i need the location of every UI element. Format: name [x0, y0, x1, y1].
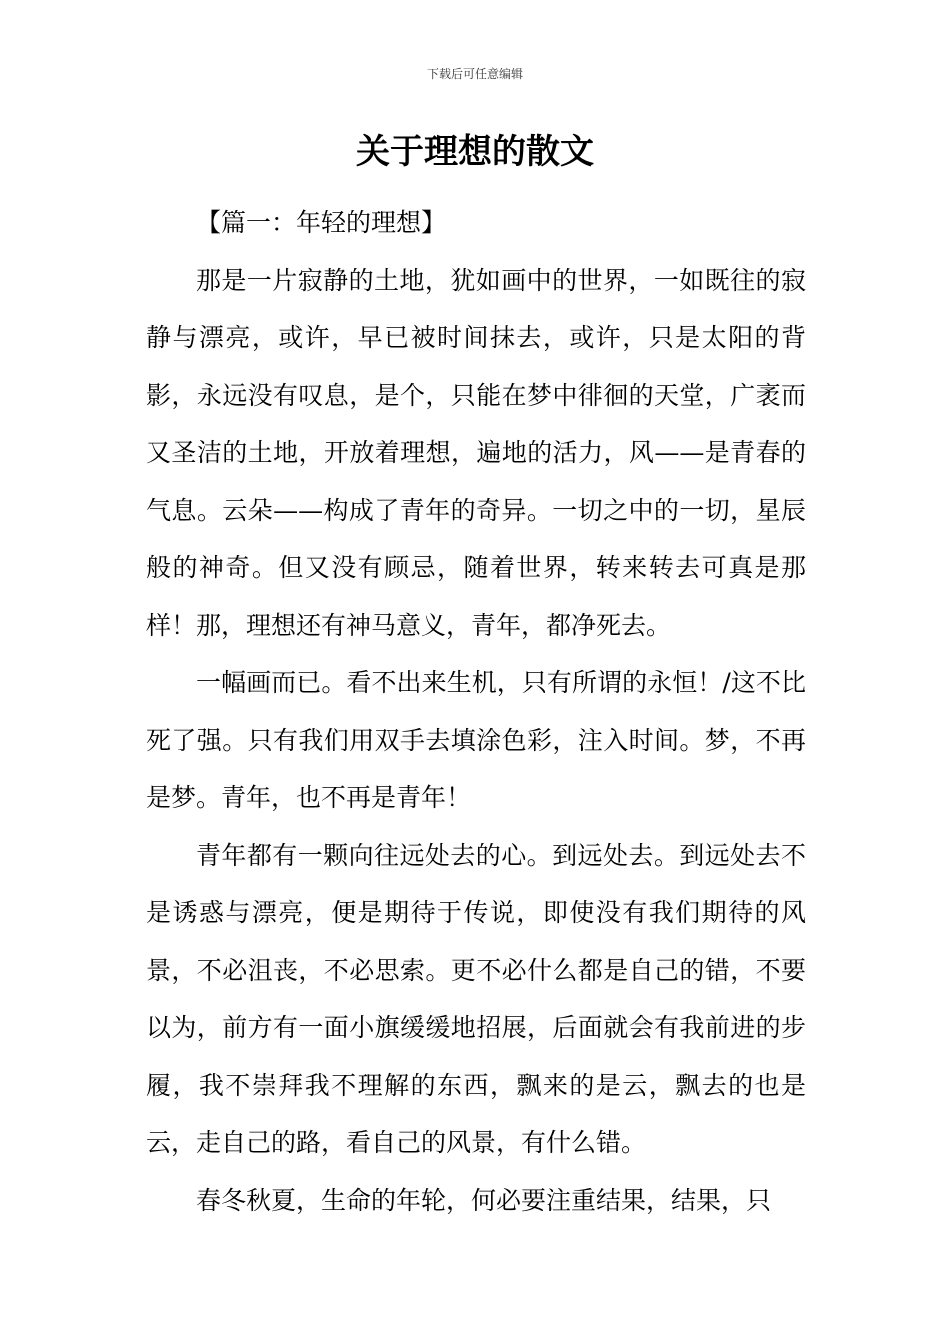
- paragraph-3: 青年都有一颗向往远处去的心。到远处去。到远处去不是诱惑与漂亮，便是期待于传说，即使没有我们期待的风景，不必沮丧，不必思索。更不必什么都是自己的错，不要以为，前方有一面小旗缓缓地招展，后面就会有我前进的步履，我不崇拜我不理解的东西，飘来的是云，飘去的也是云，走自己的路，看自己的风景，有什么错。: [146, 840, 806, 1157]
- paragraph-4: 春冬秋夏，生命的年轮，何必要注重结果，结果，只: [196, 1185, 772, 1215]
- header-note: 下载后可任意编辑: [426, 67, 523, 81]
- document-title: 关于理想的散文: [356, 132, 594, 172]
- document-body: [146, 194, 806, 1229]
- section-heading: 【篇一：年轻的理想】: [196, 208, 447, 237]
- paragraph-2: 一幅画而已。看不出来生机，只有所谓的永恒！/这不比死了强。只有我们用双手去填涂色彩，注入时间。梦，不再是梦。青年，也不再是青年！: [146, 668, 806, 812]
- paragraph-1: 那是一片寂静的土地，犹如画中的世界，一如既往的寂静与漂亮，或许，早已被时间抹去，或许，只是太阳的背影，永远没有叹息，是个，只能在梦中徘徊的天堂，广袤而又圣洁的土地，开放着理想，遍地的活力，风——是青春的气息。云朵——构成了青年的奇异。一切之中的一切，星辰般的神奇。但又没有顾忌，随着世界，转来转去可真是那样！那，理想还有神马意义，青年，都净死去。: [146, 265, 806, 640]
